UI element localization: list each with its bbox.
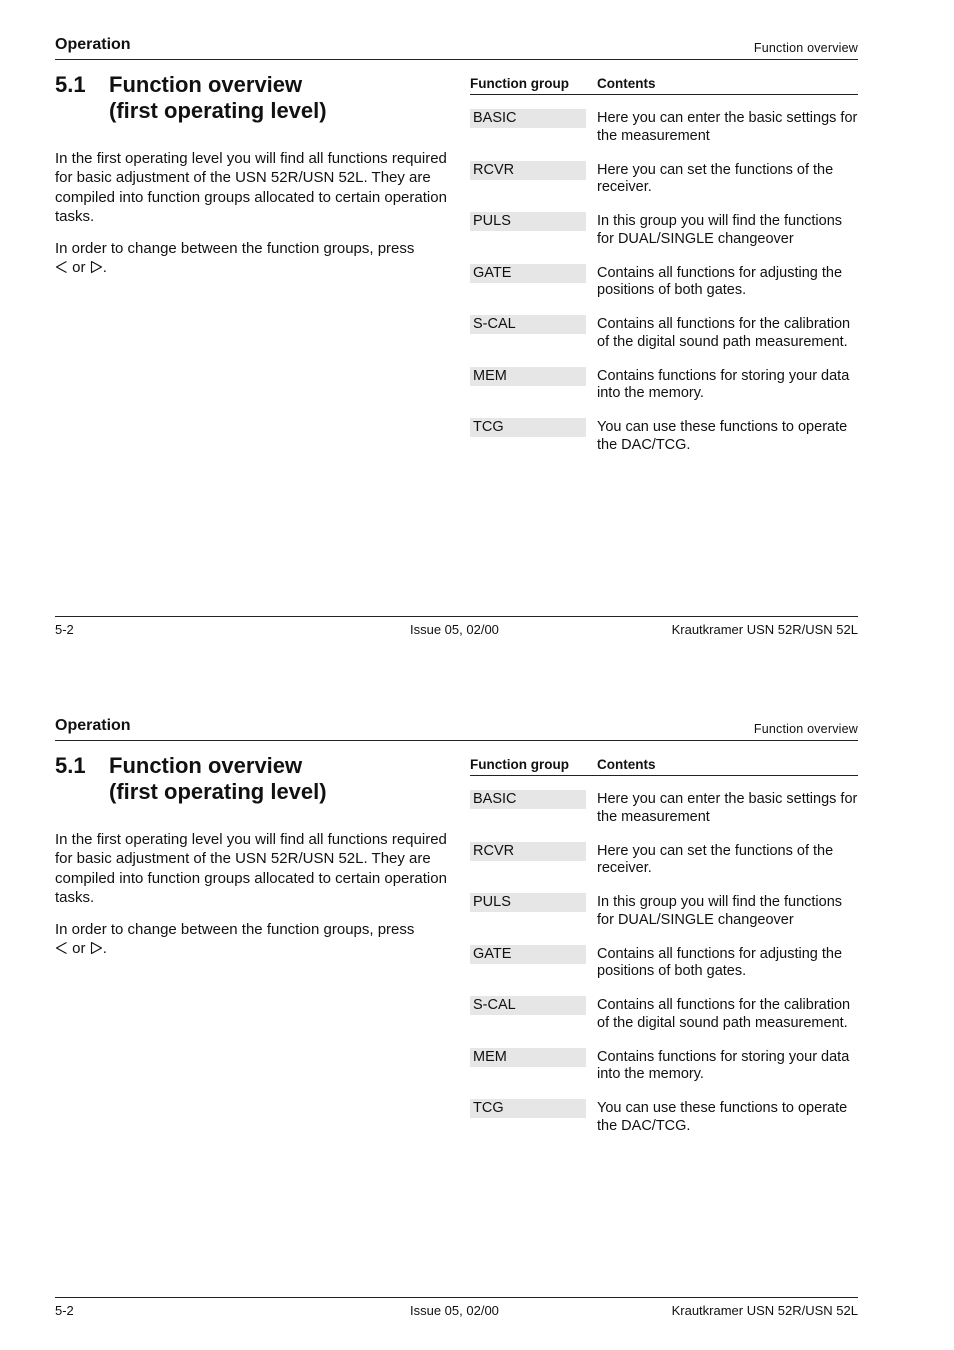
intro-paragraph-1: In the first operating level you will find all functions required for basic adjustment of the USN 52R/USN 52L. They are compiled into function groups allocated to certain operation tasks. [55, 831, 447, 906]
intro-paragraph-2 [55, 920, 450, 959]
function-group-table [470, 76, 858, 453]
table-row [470, 418, 858, 462]
function-group-cell: BASIC [470, 790, 586, 809]
table-row [470, 1099, 858, 1143]
section-heading-line1: Function overview [109, 753, 303, 778]
table-row [470, 315, 858, 359]
footer-rule [55, 1297, 858, 1298]
table-row [470, 842, 858, 886]
triangle-right-key-icon [90, 941, 103, 955]
table-row [470, 790, 858, 834]
column-header-contents: Contents [597, 76, 656, 91]
function-group-cell: MEM [470, 367, 586, 386]
header-rule [55, 740, 858, 741]
triangle-right-key-icon [90, 260, 103, 274]
triangle-left-key-icon [55, 941, 68, 955]
table-row [470, 996, 858, 1040]
function-group-cell: MEM [470, 1048, 586, 1067]
footer-page-number: 5-2 [55, 1303, 74, 1318]
contents-cell: You can use these functions to operate the DAC/TCG. [597, 1100, 848, 1134]
section-heading [109, 72, 327, 124]
section-heading-line1: Function overview [109, 72, 303, 97]
function-group-cell: TCG [470, 418, 586, 437]
column-header-group: Function group [470, 757, 569, 772]
function-group-cell: RCVR [470, 842, 586, 861]
header-section: Operation [55, 717, 131, 734]
table-header [470, 76, 858, 95]
table-header [470, 757, 858, 776]
footer-rule [55, 616, 858, 617]
section-heading [109, 753, 327, 805]
contents-cell: In this group you will find the functions for DUAL/SINGLE changeover [597, 894, 843, 928]
function-group-cell: GATE [470, 264, 586, 283]
function-group-cell: PULS [470, 212, 586, 231]
function-group-table [470, 757, 858, 1134]
table-row [470, 1048, 858, 1092]
function-group-cell: S-CAL [470, 315, 586, 334]
contents-cell: Here you can enter the basic settings for the measurement [597, 110, 858, 144]
function-group-cell: PULS [470, 893, 586, 912]
function-group-cell: RCVR [470, 161, 586, 180]
contents-cell: Here you can enter the basic settings for the measurement [597, 791, 858, 825]
section-number: 5.1 [55, 753, 86, 778]
footer-product: Krautkramer USN 52R/USN 52L [671, 622, 858, 637]
triangle-left-key-icon [55, 260, 68, 274]
footer-product: Krautkramer USN 52R/USN 52L [671, 1303, 858, 1318]
function-group-cell: BASIC [470, 109, 586, 128]
column-header-contents: Contents [597, 757, 656, 772]
function-group-cell: TCG [470, 1099, 586, 1118]
manual-page-1 [0, 0, 954, 650]
intro-end-text: . [102, 259, 107, 277]
contents-cell: Contains functions for storing your data into the memory. [597, 367, 850, 401]
section-heading-line2: (first operating level) [109, 98, 327, 123]
section-number: 5.1 [55, 72, 86, 97]
footer-page-number: 5-2 [55, 622, 74, 637]
header-topic: Function overview [753, 722, 858, 736]
intro-text [55, 149, 450, 291]
table-row [470, 161, 858, 205]
contents-cell: Here you can set the functions of the receiver. [597, 161, 834, 195]
section-heading-line2: (first operating level) [109, 779, 327, 804]
contents-cell: Here you can set the functions of the receiver. [597, 842, 834, 876]
header-topic: Function overview [753, 41, 858, 55]
function-group-cell: S-CAL [470, 996, 586, 1015]
table-row [470, 109, 858, 153]
footer-issue: Issue 05, 02/00 [410, 1303, 499, 1318]
footer-issue: Issue 05, 02/00 [410, 622, 499, 637]
intro-paragraph-1: In the first operating level you will find all functions required for basic adjustment of the USN 52R/USN 52L. They are compiled into function groups allocated to certain operation tasks. [55, 150, 447, 225]
manual-page-2 [0, 681, 954, 1331]
contents-cell: Contains all functions for adjusting the positions of both gates. [597, 945, 843, 979]
contents-cell: Contains all functions for the calibration of the digital sound path measurement. [597, 997, 851, 1031]
table-row [470, 264, 858, 308]
contents-cell: You can use these functions to operate the DAC/TCG. [597, 419, 848, 453]
contents-cell: Contains all functions for adjusting the positions of both gates. [597, 264, 843, 298]
header-section: Operation [55, 36, 131, 53]
intro-paragraph-2-text: In order to change between the function groups, press [55, 921, 415, 939]
table-row [470, 367, 858, 411]
contents-cell: In this group you will find the functions for DUAL/SINGLE changeover [597, 213, 843, 247]
intro-paragraph-2 [55, 239, 450, 278]
intro-or-text: or [72, 940, 86, 958]
intro-text [55, 830, 450, 972]
intro-paragraph-2-text: In order to change between the function groups, press [55, 240, 415, 258]
intro-end-text: . [102, 940, 107, 958]
header-rule [55, 59, 858, 60]
table-row [470, 893, 858, 937]
contents-cell: Contains all functions for the calibration of the digital sound path measurement. [597, 316, 851, 350]
function-group-cell: GATE [470, 945, 586, 964]
table-row [470, 212, 858, 256]
intro-or-text: or [72, 259, 86, 277]
column-header-group: Function group [470, 76, 569, 91]
table-row [470, 945, 858, 989]
contents-cell: Contains functions for storing your data into the memory. [597, 1048, 850, 1082]
